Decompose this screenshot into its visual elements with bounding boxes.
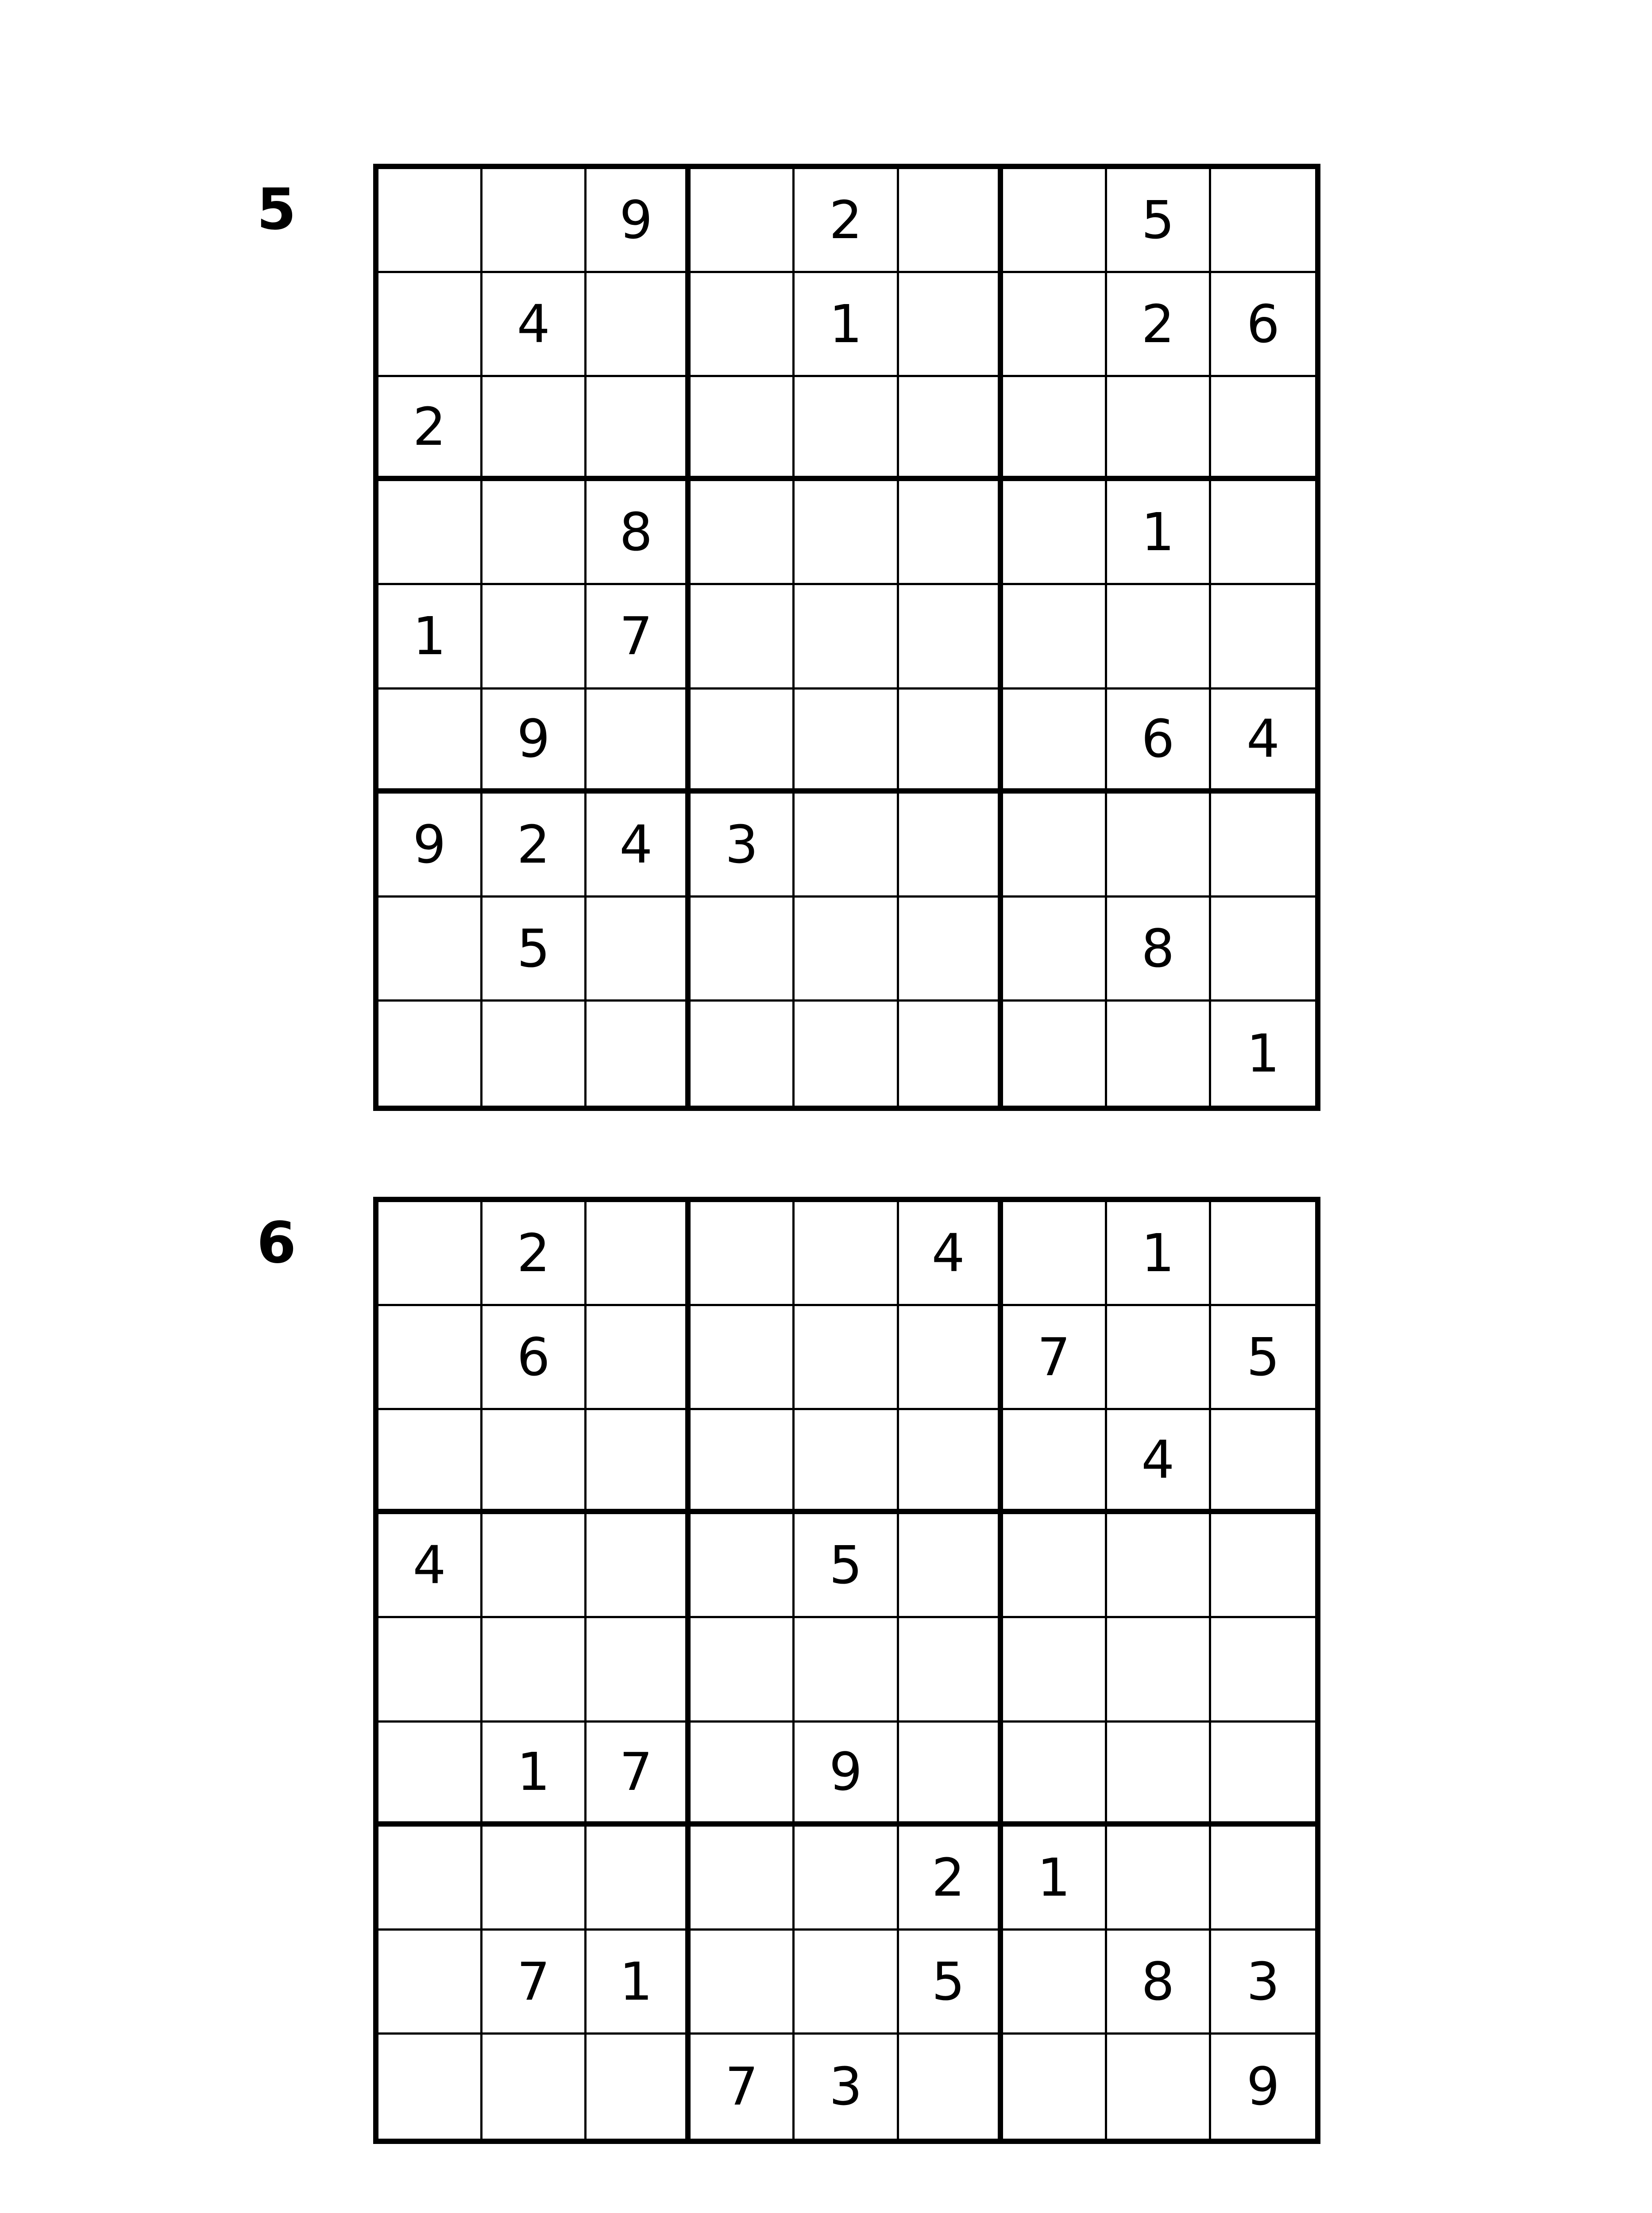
sudoku-cell[interactable]: 5: [899, 1931, 1003, 2035]
sudoku-cell[interactable]: 4: [899, 1202, 1003, 1306]
sudoku-cell[interactable]: 3: [1211, 1931, 1315, 2035]
sudoku-cell[interactable]: [1003, 794, 1107, 898]
sudoku-cell[interactable]: 1: [1003, 1827, 1107, 1931]
sudoku-cell[interactable]: [1107, 1618, 1211, 1722]
sudoku-cell[interactable]: [1211, 585, 1315, 689]
sudoku-cell[interactable]: 4: [482, 273, 587, 377]
sudoku-cell[interactable]: [899, 1618, 1003, 1722]
sudoku-cell[interactable]: [795, 1618, 899, 1722]
sudoku-cell[interactable]: [1107, 585, 1211, 689]
sudoku-cell[interactable]: [899, 273, 1003, 377]
sudoku-cell[interactable]: [691, 1514, 795, 1618]
sudoku-cell[interactable]: 5: [1107, 169, 1211, 273]
sudoku-cell[interactable]: [1211, 1410, 1315, 1514]
sudoku-cell[interactable]: [1211, 898, 1315, 1002]
sudoku-cell[interactable]: [1107, 377, 1211, 481]
sudoku-cell[interactable]: 5: [1211, 1306, 1315, 1410]
sudoku-cell[interactable]: [691, 1931, 795, 2035]
sudoku-cell[interactable]: [795, 794, 899, 898]
sudoku-cell[interactable]: [1211, 377, 1315, 481]
sudoku-cell[interactable]: 4: [378, 1514, 482, 1618]
sudoku-cell[interactable]: [587, 1306, 691, 1410]
sudoku-cell[interactable]: 1: [1107, 1202, 1211, 1306]
sudoku-cell[interactable]: [1003, 585, 1107, 689]
sudoku-cell[interactable]: 9: [587, 169, 691, 273]
sudoku-cell[interactable]: [1003, 1410, 1107, 1514]
sudoku-cell[interactable]: [691, 1723, 795, 1827]
sudoku-cell[interactable]: [1107, 2035, 1211, 2139]
sudoku-cell[interactable]: [1003, 1723, 1107, 1827]
sudoku-cell[interactable]: [691, 273, 795, 377]
sudoku-cell[interactable]: [378, 1002, 482, 1106]
sudoku-cell[interactable]: [378, 481, 482, 585]
sudoku-cell[interactable]: [378, 1931, 482, 2035]
sudoku-cell[interactable]: [1003, 1618, 1107, 1722]
sudoku-cell[interactable]: 2: [482, 1202, 587, 1306]
sudoku-cell[interactable]: [1211, 1723, 1315, 1827]
sudoku-cell[interactable]: [1003, 377, 1107, 481]
sudoku-cell[interactable]: 2: [1107, 273, 1211, 377]
sudoku-cell[interactable]: 3: [795, 2035, 899, 2139]
sudoku-cell[interactable]: [378, 690, 482, 794]
sudoku-cell[interactable]: [1003, 690, 1107, 794]
sudoku-cell[interactable]: [899, 1410, 1003, 1514]
sudoku-cell[interactable]: [899, 1306, 1003, 1410]
sudoku-cell[interactable]: [691, 1827, 795, 1931]
sudoku-cell[interactable]: 6: [482, 1306, 587, 1410]
sudoku-cell[interactable]: [691, 1002, 795, 1106]
sudoku-cell[interactable]: [1211, 1618, 1315, 1722]
sudoku-cell[interactable]: 9: [795, 1723, 899, 1827]
sudoku-cell[interactable]: [691, 169, 795, 273]
sudoku-cell[interactable]: 2: [482, 794, 587, 898]
sudoku-board: [373, 164, 1320, 1111]
sudoku-cell[interactable]: [795, 690, 899, 794]
sudoku-cell[interactable]: [899, 2035, 1003, 2139]
sudoku-cell[interactable]: [587, 1410, 691, 1514]
sudoku-cell[interactable]: 3: [691, 794, 795, 898]
sudoku-cell[interactable]: [482, 2035, 587, 2139]
sudoku-cell[interactable]: 7: [482, 1931, 587, 2035]
sudoku-cell[interactable]: 2: [795, 169, 899, 273]
sudoku-cell[interactable]: [899, 377, 1003, 481]
sudoku-cell[interactable]: [1003, 1002, 1107, 1106]
sudoku-cell[interactable]: 1: [482, 1723, 587, 1827]
sudoku-cell[interactable]: [795, 1306, 899, 1410]
sudoku-cell[interactable]: [899, 794, 1003, 898]
sudoku-cell[interactable]: [482, 377, 587, 481]
sudoku-cell[interactable]: [691, 690, 795, 794]
puzzle-number: 6: [257, 1210, 297, 1276]
sudoku-cell[interactable]: 5: [482, 898, 587, 1002]
sudoku-cell[interactable]: [1003, 481, 1107, 585]
sudoku-cell[interactable]: [1003, 1931, 1107, 2035]
sudoku-cell[interactable]: [795, 377, 899, 481]
sudoku-cell[interactable]: [378, 1306, 482, 1410]
sudoku-cell[interactable]: 9: [378, 794, 482, 898]
sudoku-cell[interactable]: [482, 1514, 587, 1618]
sudoku-cell[interactable]: [1107, 1002, 1211, 1106]
sudoku-cell[interactable]: 1: [587, 1931, 691, 2035]
sudoku-cell[interactable]: [691, 1306, 795, 1410]
sudoku-cell[interactable]: 8: [1107, 898, 1211, 1002]
sudoku-cell[interactable]: 4: [1107, 1410, 1211, 1514]
sudoku-cell[interactable]: [899, 169, 1003, 273]
sudoku-cell[interactable]: 8: [587, 481, 691, 585]
sudoku-cell[interactable]: [378, 1618, 482, 1722]
sudoku-cell[interactable]: 1: [1107, 481, 1211, 585]
sudoku-cell[interactable]: [1107, 1306, 1211, 1410]
sudoku-cell[interactable]: 5: [795, 1514, 899, 1618]
sudoku-cell[interactable]: 8: [1107, 1931, 1211, 2035]
sudoku-cell[interactable]: 7: [587, 585, 691, 689]
sudoku-cell[interactable]: [1003, 2035, 1107, 2139]
sudoku-cell[interactable]: [795, 1202, 899, 1306]
sudoku-cell[interactable]: [1211, 1202, 1315, 1306]
sudoku-cell[interactable]: 1: [795, 273, 899, 377]
sudoku-cell[interactable]: [587, 1514, 691, 1618]
sudoku-cell[interactable]: [587, 1618, 691, 1722]
sudoku-cell[interactable]: 1: [378, 585, 482, 689]
sudoku-cell[interactable]: [378, 1202, 482, 1306]
sudoku-cell[interactable]: [1211, 794, 1315, 898]
sudoku-cell[interactable]: [1003, 1202, 1107, 1306]
sudoku-cell[interactable]: 4: [587, 794, 691, 898]
sudoku-cell[interactable]: [795, 1931, 899, 2035]
puzzle-number: 5: [257, 177, 297, 243]
sudoku-cell[interactable]: [378, 2035, 482, 2139]
sudoku-cell[interactable]: [378, 169, 482, 273]
sudoku-cell[interactable]: [1003, 1514, 1107, 1618]
sudoku-cell[interactable]: [378, 1410, 482, 1514]
sudoku-cell[interactable]: [482, 585, 587, 689]
sudoku-cell[interactable]: [587, 1202, 691, 1306]
sudoku-cell[interactable]: 2: [899, 1827, 1003, 1931]
sudoku-cell[interactable]: [795, 898, 899, 1002]
sudoku-cell[interactable]: 6: [1211, 273, 1315, 377]
sudoku-cell[interactable]: [899, 1723, 1003, 1827]
sudoku-cell[interactable]: 9: [1246, 2056, 1280, 2117]
sudoku-cell[interactable]: [795, 1002, 899, 1106]
sudoku-cell[interactable]: 2: [378, 377, 482, 481]
sudoku-cell[interactable]: [795, 585, 899, 689]
sudoku-cell[interactable]: [587, 273, 691, 377]
sudoku-cell[interactable]: [482, 169, 587, 273]
sudoku-cell[interactable]: [378, 1723, 482, 1827]
sudoku-cell[interactable]: 1: [1246, 1023, 1280, 1084]
sudoku-cell[interactable]: [1107, 794, 1211, 898]
sudoku-cell[interactable]: [795, 1410, 899, 1514]
sudoku-cell[interactable]: [691, 898, 795, 1002]
sudoku-cell[interactable]: 7: [1003, 1306, 1107, 1410]
sudoku-cell[interactable]: [899, 481, 1003, 585]
sudoku-cell[interactable]: [587, 690, 691, 794]
sudoku-cell[interactable]: [1211, 1827, 1315, 1931]
sudoku-cell[interactable]: [691, 481, 795, 585]
sudoku-cell[interactable]: [899, 898, 1003, 1002]
sudoku-cell[interactable]: 6: [1107, 690, 1211, 794]
sudoku-cell[interactable]: [691, 1410, 795, 1514]
sudoku-cell[interactable]: [899, 1002, 1003, 1106]
sudoku-cell[interactable]: 7: [691, 2035, 795, 2139]
sudoku-cell[interactable]: [691, 1618, 795, 1722]
sudoku-cell[interactable]: 9: [482, 690, 587, 794]
sudoku-cell[interactable]: [899, 1514, 1003, 1618]
sudoku-cell[interactable]: [378, 273, 482, 377]
sudoku-cell[interactable]: [1003, 169, 1107, 273]
sudoku-cell[interactable]: [1003, 273, 1107, 377]
sudoku-cell[interactable]: [1211, 1514, 1315, 1618]
sudoku-cell[interactable]: [482, 1618, 587, 1722]
sudoku-cell[interactable]: [691, 1202, 795, 1306]
sudoku-cell[interactable]: [1211, 481, 1315, 585]
sudoku-cell[interactable]: [587, 1827, 691, 1931]
sudoku-cell[interactable]: [691, 377, 795, 481]
sudoku-cell[interactable]: [482, 1002, 587, 1106]
sudoku-cell[interactable]: [587, 1002, 691, 1106]
sudoku-cell[interactable]: 4: [1211, 690, 1315, 794]
sudoku-cell[interactable]: [1107, 1723, 1211, 1827]
sudoku-cell[interactable]: [1211, 169, 1315, 273]
sudoku-cell[interactable]: [1003, 898, 1107, 1002]
sudoku-cell[interactable]: [899, 690, 1003, 794]
sudoku-cell[interactable]: [1107, 1514, 1211, 1618]
sudoku-board: [373, 1197, 1320, 2144]
sudoku-cell[interactable]: [482, 1410, 587, 1514]
sudoku-cell[interactable]: [795, 1827, 899, 1931]
sudoku-cell[interactable]: [482, 1827, 587, 1931]
sudoku-cell[interactable]: [587, 898, 691, 1002]
sudoku-cell[interactable]: [378, 1827, 482, 1931]
sudoku-cell[interactable]: [1107, 1827, 1211, 1931]
sudoku-cell[interactable]: [482, 481, 587, 585]
sudoku-cell[interactable]: [587, 377, 691, 481]
sudoku-cell[interactable]: [587, 2035, 691, 2139]
sudoku-cell[interactable]: [691, 585, 795, 689]
sudoku-cell[interactable]: [378, 898, 482, 1002]
sudoku-cell[interactable]: 7: [587, 1723, 691, 1827]
sudoku-cell[interactable]: [899, 585, 1003, 689]
sudoku-cell[interactable]: [795, 481, 899, 585]
